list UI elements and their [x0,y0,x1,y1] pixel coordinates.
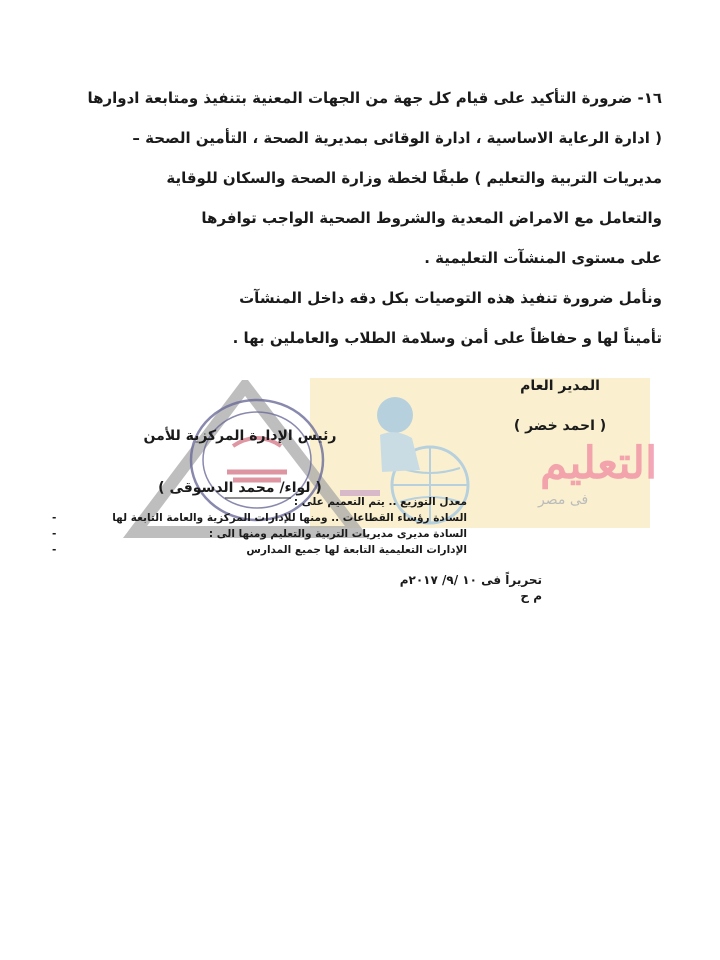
initials: م ح [520,589,542,603]
body-line-1: ١٦- ضرورة التأكيد على قيام كل جهة من الجهات المعنية بتنفيذ ومتابعة ادوارها [87,89,662,107]
signature-title: المدير العام [520,378,600,394]
distribution-list [52,494,672,558]
body-line-7: تأميناً لها و حفاظاً على أمن وسلامة الطلاب والعاملين بها . [232,329,662,347]
body-line-3: مديريات التربية والتعليم ) طبقًا لخطة وزارة الصحة والسكان للوقاية [166,169,662,187]
distribution-item-dash: - [52,544,57,556]
watermark-brand: التعليم [540,438,658,489]
distribution-item-text: السادة رؤساء القطاعات .. ومنها للإدارات المركزية والعامة التابعة لها [112,512,467,524]
body-line-5: على مستوى المنشآت التعليمية . [424,249,662,267]
distribution-item-dash: - [52,528,57,540]
distribution-item-text: السادة مديرى مديريات التربية والتعليم ومنها الى : [208,528,467,540]
body-line-2: ( ادارة الرعاية الاساسية ، ادارة الوقائى بمديرية الصحة ، التأمين الصحة – [132,129,662,147]
signature-title: رئيس الإدارة المركزية للأمن [143,428,337,444]
watermark-sub: فى مصر [538,492,589,508]
body-line-6: ونأمل ضرورة تنفيذ هذه التوصيات بكل دقه داخل المنشآت [239,289,662,307]
distribution-item [52,542,672,558]
distribution-title: معدل التوزيع .. يتم التعميم على : [293,496,467,508]
issue-date: تحريراً فى ١٠ /٩/ ٢٠١٧م [399,573,542,587]
distribution-item-text: الإدارات التعليمية التابعة لها جميع المدارس [246,544,467,556]
distribution-item [52,510,672,526]
signature-name: ( احمد خضر ) [513,418,607,434]
signature-name: ( لواء/ محمد الدسوقى ) [158,480,322,496]
date-block [400,572,542,604]
body-line-4: والتعامل مع الامراض المعدية والشروط الصحية الواجب توافرها [201,209,662,227]
signature-block-general-director [460,366,660,446]
distribution-item-dash: - [52,512,57,524]
distribution-item [52,526,672,542]
letter-body [72,78,662,358]
